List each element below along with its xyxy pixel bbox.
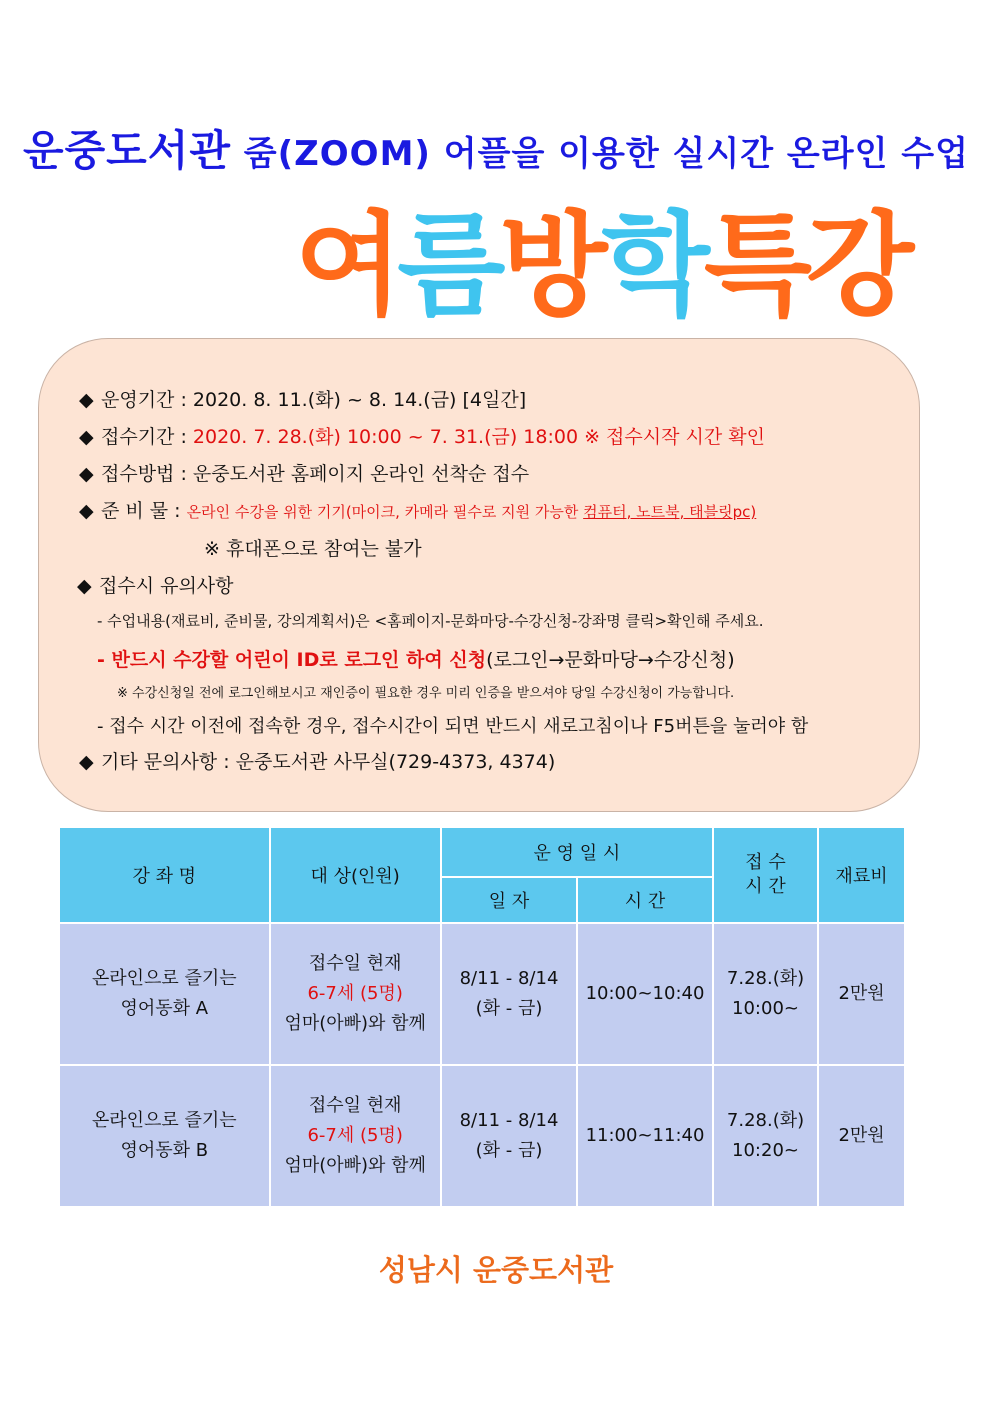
reg-line: 10:20~ [732, 1140, 799, 1161]
diamond-icon: ◆ [79, 500, 94, 522]
fee-cell: 2만원 [818, 1065, 905, 1207]
reg-cell [713, 923, 818, 1065]
period-row [79, 385, 526, 412]
diamond-icon: ◆ [79, 426, 94, 448]
target-line: 접수일 현재 [308, 953, 402, 974]
header-time: 시 간 [577, 877, 713, 923]
period-label: 운영기간 : [101, 389, 193, 411]
target-cell [270, 1065, 441, 1207]
subtitle-rest: 줌(ZOOM) 어플을 이용한 실시간 온라인 수업 [230, 134, 969, 174]
date-cell [441, 923, 577, 1065]
subtitle [0, 118, 992, 178]
method-row [79, 459, 529, 486]
header-reg-line2: 시 간 [745, 876, 786, 897]
reg-line: 7.28.(화) [726, 968, 805, 989]
footer-org: 성남시 운중도서관 [378, 1253, 614, 1287]
time-cell: 10:00~10:40 [577, 923, 713, 1065]
notice-label: 접수시 유의사항 [99, 575, 234, 597]
course-line: 영어동화 A [120, 998, 209, 1019]
header-reg-time [713, 827, 818, 923]
target-line: 엄마(아빠)와 함께 [284, 1013, 426, 1034]
date-line: 8/11 - 8/14 [459, 968, 559, 989]
table-row [59, 923, 905, 1065]
diamond-icon: ◆ [79, 389, 94, 411]
date-line: 8/11 - 8/14 [459, 1110, 559, 1131]
course-line: 영어동화 B [120, 1140, 209, 1161]
contact-label: 기타 문의사항 : [101, 751, 236, 773]
title-char: 강 [806, 201, 909, 331]
course-line: 온라인으로 즐기는 [91, 968, 237, 989]
reg-line: 7.28.(화) [726, 1110, 805, 1131]
method-label: 접수방법 : [101, 463, 193, 485]
notice-row [77, 571, 234, 598]
header-date: 일 자 [441, 877, 577, 923]
target-cell [270, 923, 441, 1065]
reg-line: 10:00~ [732, 998, 799, 1019]
date-cell [441, 1065, 577, 1207]
prep-row [79, 496, 756, 523]
header-fee: 재료비 [818, 827, 905, 923]
prep-value: 온라인 수강을 위한 기기(마이크, 카메라 필수로 지원 가능한 [186, 503, 584, 521]
reg-label: 접수기간 : [101, 426, 193, 448]
date-line: (화 - 금) [475, 1140, 543, 1161]
date-line: (화 - 금) [475, 998, 543, 1019]
subtitle-lead: 운중도서관 [23, 126, 231, 175]
table-row [59, 1065, 905, 1207]
contact-row [79, 747, 555, 774]
schedule-table [58, 826, 906, 1208]
header-course: 강 좌 명 [59, 827, 270, 923]
notice-3: - 접수 시간 이전에 접속한 경우, 접수시간이 되면 반드시 새로고침이나 F5버튼을 눌러야 함 [97, 716, 809, 737]
diamond-icon: ◆ [79, 751, 94, 773]
notice-2-note: ※ 수강신청일 전에 로그인해보시고 재인증이 필요한 경우 미리 인증을 받으셔야 당일 수강신청이 가능합니다. [117, 686, 735, 701]
title-char: 방 [499, 201, 602, 331]
header-target: 대 상(인원) [270, 827, 441, 923]
title-char: 특 [703, 201, 807, 331]
reg-value: 2020. 7. 28.(화) 10:00 ~ 7. 31.(금) 18:00 ※ 접수시작 시간 확인 [192, 426, 765, 448]
course-line: 온라인으로 즐기는 [91, 1110, 237, 1131]
time-cell: 11:00~11:40 [577, 1065, 713, 1207]
prep-label: 준 비 물 : [101, 500, 187, 522]
title-char: 여 [295, 201, 398, 331]
title-char: 름 [397, 201, 500, 331]
prep-value-devices: 컴퓨터, 노트북, 태블릿pc) [583, 503, 757, 521]
period-value: 2020. 8. 11.(화) ~ 8. 14.(금) [4일간] [192, 389, 527, 411]
course-cell [59, 1065, 270, 1207]
target-line: 접수일 현재 [308, 1095, 402, 1116]
contact-value: 운중도서관 사무실(729-4373, 4374) [235, 751, 556, 773]
target-line: 엄마(아빠)와 함께 [284, 1155, 426, 1176]
title-char: 학 [601, 201, 704, 331]
header-reg-line1: 접 수 [745, 852, 786, 873]
diamond-icon: ◆ [79, 463, 94, 485]
reg-cell [713, 1065, 818, 1207]
method-value: 운중도서관 홈페이지 온라인 선착순 접수 [192, 463, 530, 485]
target-age: 6-7세 (5명) [307, 983, 403, 1004]
reg-row [79, 422, 765, 449]
target-age: 6-7세 (5명) [307, 1125, 403, 1146]
notice-1: - 수업내용(재료비, 준비물, 강의계획서)은 <홈페이지-문화마당-수강신청-강좌명 클릭>확인해 주세요. [97, 612, 764, 630]
info-box [38, 338, 920, 812]
page-title [295, 196, 909, 336]
notice-2 [97, 645, 735, 672]
diamond-icon: ◆ [77, 575, 92, 597]
prep-note: ※ 휴대폰으로 참여는 불가 [204, 538, 422, 560]
course-cell [59, 923, 270, 1065]
notice-2-path: (로그인→문화마당→수강신청) [486, 649, 735, 671]
notice-2-main: - 반드시 수강할 어린이 ID로 로그인 하여 신청 [97, 649, 487, 671]
fee-cell: 2만원 [818, 923, 905, 1065]
header-schedule: 운 영 일 시 [441, 827, 713, 877]
